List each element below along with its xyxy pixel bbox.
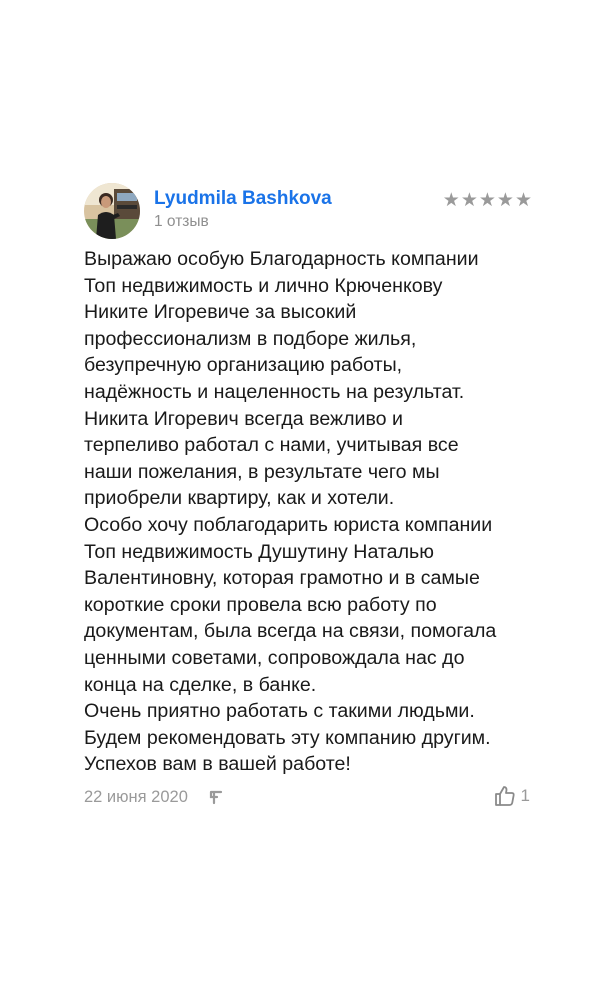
review-text-line: Очень приятно работать с такими людьми.	[84, 700, 475, 723]
review-footer	[84, 784, 534, 812]
author-review-count: 1 отзыв	[154, 213, 209, 230]
star-icon: ★	[496, 189, 514, 211]
author-name[interactable]: Lyudmila Bashkova	[154, 188, 332, 209]
review-text-line: короткие сроки провела всю работу по	[84, 593, 437, 616]
like-button[interactable]	[493, 784, 530, 808]
review-text-line: профессионализм в подборе жилья,	[84, 327, 417, 350]
author-info	[154, 187, 332, 232]
review-text-line: Выражаю особую Благодарность компании	[84, 248, 479, 270]
avatar[interactable]	[84, 183, 140, 239]
review-date: 22 июня 2020	[84, 787, 188, 806]
review-text-line: безупречную организацию работы,	[84, 354, 403, 377]
review-text-line: Валентиновну, которая грамотно и в самые	[84, 567, 480, 590]
review-text	[84, 246, 534, 778]
review-text-line: Особо хочу поблагодарить юриста компании	[84, 513, 493, 536]
review-text-line: ценными советами, сопровождала нас до	[84, 646, 465, 669]
thumbs-up-icon	[493, 784, 517, 808]
review-card	[84, 183, 534, 812]
review-text-line: Топ недвижимость Душутину Наталью	[84, 540, 434, 563]
star-icon: ★	[442, 189, 460, 211]
review-text-line: конца на сделке, в банке.	[84, 673, 317, 696]
review-text-line: документам, была всегда на связи, помогала	[84, 620, 497, 643]
review-text-line: терпеливо работал с нами, учитывая все	[84, 434, 459, 457]
review-header	[84, 183, 534, 241]
review-text-line: наши пожелания, в результате чего мы	[84, 460, 440, 483]
star-icon: ★	[478, 189, 496, 211]
review-text-line: приобрели квартиру, как и хотели.	[84, 487, 395, 510]
star-icon: ★	[460, 189, 478, 211]
review-text-line: Топ недвижимость и лично Крюченкову	[84, 274, 443, 297]
review-text-line: Успехов вам в вашей работе!	[84, 753, 351, 776]
review-text-line: Никита Игоревич всегда вежливо и	[84, 407, 403, 430]
review-text-line: надёжность и нацеленность на результат.	[84, 380, 465, 403]
star-icon: ★	[514, 189, 532, 211]
flamp-logo-icon	[208, 789, 224, 805]
review-text-line: Будем рекомендовать эту компанию другим.	[84, 726, 491, 749]
rating-stars	[443, 190, 532, 210]
like-count: 1	[520, 785, 530, 805]
review-text-line: Никите Игоревиче за высокий	[84, 301, 357, 324]
